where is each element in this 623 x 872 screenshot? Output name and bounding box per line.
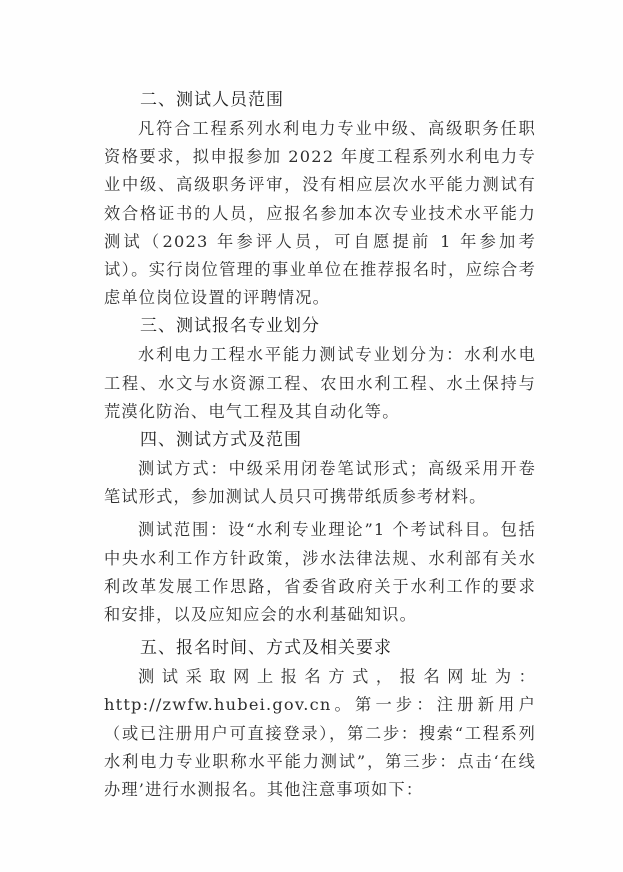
section-heading-personnel-scope: 二、测试人员范围 <box>140 90 284 110</box>
section-heading-test-method: 四、测试方式及范围 <box>140 430 302 451</box>
paragraph-registration: 测试采取网上报名方式，报名网址为：http://zwfw.hubei.gov.cn。第一步：注册新用户（或已注册用户可直接登录），第二步：搜索“工程系列水利电力专业职称水平能力测试”，第三步：点击‘在线办理’进行水测报名。其他注意事项如下： <box>104 667 536 800</box>
section-heading-registration: 五、报名时间、方式及相关要求 <box>140 638 392 659</box>
paragraph-test-method: 测试方式：中级采用闭卷笔试形式；高级采用开卷笔试形式，参加测试人员只可携带纸质参考材料。 <box>104 459 536 507</box>
paragraph-test-scope: 测试范围：设“水利专业理论”1 个考试科目。包括中央水利工作方针政策，涉水法律法规、水利部有关水利改革发展工作思路，省委省政府关于水利工作的要求和安排，以及应知应会的水利基础知识。 <box>104 520 536 625</box>
paragraph-personnel-scope: 凡符合工程系列水利电力专业中级、高级职务任职资格要求，拟申报参加 2022 年度工程系列水利电力专业中级、高级职务评审，没有相应层次水平能力测试有效合格证书的人员，应报名参加本次专业技术水平能力测试（2023 年参评人员，可自愿提前 1 年参加考试）。实行岗位管理的事业单位在推荐报名时，应综合考虑单位岗位设置的评聘情况。 <box>104 119 536 308</box>
document-body <box>104 86 536 804</box>
section-heading-specialty-division: 三、测试报名专业划分 <box>140 316 320 337</box>
paragraph-specialty-division: 水利电力工程水平能力测试专业划分为：水利水电工程、水文与水资源工程、农田水利工程、水土保持与荒漠化防治、电气工程及其自动化等。 <box>104 345 536 421</box>
